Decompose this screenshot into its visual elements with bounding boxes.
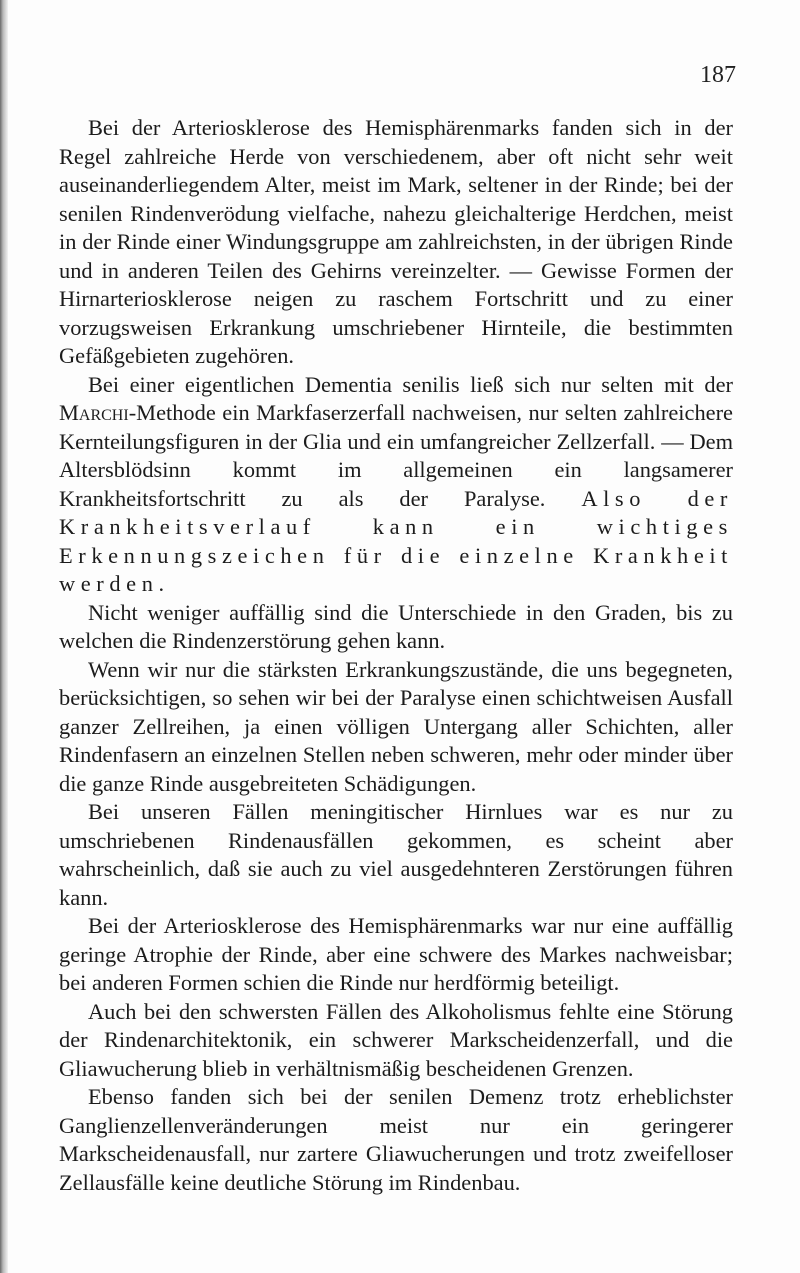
author-name-marchi: Marchi <box>59 400 129 425</box>
paragraph-hirnlues: Bei unseren Fällen meningitischer Hirnlues war es nur zu umschriebenen Rindenausfällen gekommen, es scheint aber wahrscheinlich, daß sie auch zu viel ausgedehnteren Zerstörungen führen kann. <box>59 799 733 910</box>
binding-edge-shadow <box>0 0 8 1273</box>
paragraph-text-segment: Bei einer eigentlichen Dementia senilis ließ sich nur selten mit der <box>88 371 733 397</box>
paragraph-arteriosclerosis-herds: Bei der Arteriosklerose des Hemisphärenmarks fanden sich in der Regel zahlreiche Herde von verschiedenem, aber oft nicht sehr weit auseinanderliegendem Alter, meist im Mark, seltener in der Rinde; bei der senilen Rindenverödung vielfache, nahezu gleichalterige Herdchen, meist in der Rinde einer Windungsgruppe am zahlreichsten, in der übrigen Rinde und in anderen Teilen des Gehirns vereinzelter. — Gewisse Formen der Hirnarteriosklerose neigen zu raschem Fortschritt und zu einer vorzugsweisen Erkrankung umschriebener Hirnteile, die bestimmten Gefäßgebieten zugehören. <box>59 115 733 368</box>
paragraph-differences: Nicht weniger auffällig sind die Unterschiede in den Graden, bis zu welchen die Rindenzerstörung gehen kann. <box>59 599 733 653</box>
page-number: 187 <box>700 62 736 88</box>
page-body-text <box>59 114 733 1197</box>
paragraph-senile-dementia: Ebenso fanden sich bei der senilen Demenz trotz erheblichster Ganglienzellenveränderungen meist nur ein geringerer Markscheidenausfall, nur zartere Gliawucherungen und trotz zweifelloser Zellausfälle keine deutliche Störung im Rindenbau. <box>59 1084 733 1195</box>
paragraph-alcoholism: Auch bei den schwersten Fällen des Alkoholismus fehlte eine Störung der Rindenarchitektonik, ein schwerer Markscheidenzerfall, und die Gliawucherung blieb in verhältnismäßig bescheidenen Grenzen. <box>59 998 733 1081</box>
paragraph-text-segment: -Methode ein Markfaserzerfall nachweisen, nur selten zahlreichere Kernteilungsfiguren in der Glia und ein umfangreicher Zellzerfall. — Dem Altersblödsinn kommt im allgemeinen ein langsamerer Krankheitsfortschritt zu als der Paralyse. <box>59 400 733 511</box>
emphasized-conclusion: Also der Krankheitsverlauf kann ein wichtiges Erkennungszeichen für die einzelne Krankheit werden. <box>59 485 733 596</box>
paragraph-dementia-senilis <box>59 371 733 599</box>
paragraph-marrow-atrophy: Bei der Arteriosklerose des Hemisphärenmarks war nur eine auffällig geringe Atrophie der Rinde, aber eine schwere des Markes nachweisbar; bei anderen Formen schien die Rinde nur herdförmig beteiligt. <box>59 913 733 995</box>
paragraph-paralysis: Wenn wir nur die stärksten Erkrankungszustände, die uns begegneten, berücksichtigen, so sehen wir bei der Paralyse einen schichtweisen Ausfall ganzer Zellreihen, ja einen völligen Untergang aller Schichten, aller Rindenfasern an einzelnen Stellen neben schweren, mehr oder minder über die ganze Rinde ausgebreiteten Schädigungen. <box>59 656 733 796</box>
